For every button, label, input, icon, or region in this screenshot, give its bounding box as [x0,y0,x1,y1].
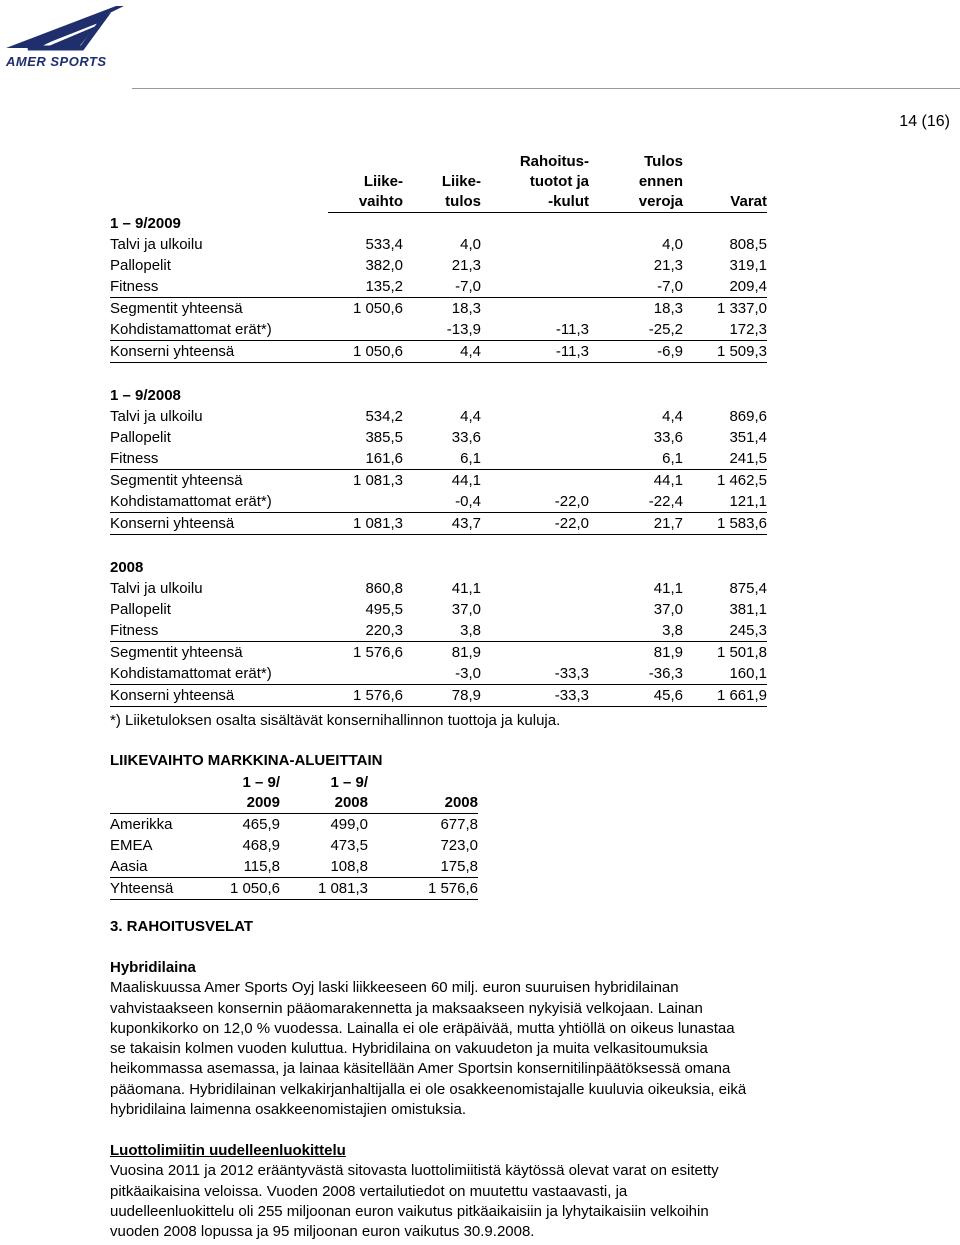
value-cell: 21,3 [653,257,683,274]
value-cell: 220,3 [365,622,403,639]
value-cell: -22,0 [481,513,589,535]
value-cell: 78,9 [403,685,481,707]
value-cell: 108,8 [330,858,368,875]
table-row [110,319,767,341]
value-cell [328,319,403,341]
table-row [110,620,767,642]
table-row [110,685,767,707]
column-header-line: 2009 [246,794,280,811]
logo-text: AMER SPORTS [6,54,107,69]
segment-footnote: *) Liiketuloksen osalta sisältävät konsernihallinnon tuottoja ja kuluja. [110,712,561,729]
section-title: 3. RAHOITUSVELAT [110,918,254,935]
section-title-row [110,385,767,406]
row-label: Segmentit yhteensä [110,470,328,492]
value-cell: -33,3 [481,685,589,707]
value-cell [481,276,589,298]
table-row [110,276,767,298]
column-header-line: 1 – 9/ [330,774,368,791]
value-cell: -13,9 [446,321,481,338]
row-label: Amerikka [110,816,173,833]
reclass-heading: Luottolimiitin uudelleenluokittelu [110,1142,346,1159]
reclass-block [110,1141,850,1242]
value-cell: 4,4 [460,408,481,425]
header-blank [110,773,196,814]
value-cell: 677,8 [440,816,478,833]
value-cell: 1 576,6 [328,642,403,664]
hybrid-heading: Hybridilaina [110,959,196,976]
value-cell: 1 509,3 [683,341,767,363]
value-cell: 385,5 [365,429,403,446]
value-cell: 1 050,6 [328,341,403,363]
value-cell: 808,5 [729,236,767,253]
paragraph-line: pitkäaikaisina veloissa. Vuoden 2008 vertailutiedot on muutettu vastaavasti, ja [110,1182,628,1200]
value-cell: 533,4 [365,236,403,253]
value-cell: 1 462,5 [683,470,767,492]
value-cell: 1 050,6 [196,878,280,900]
value-cell: -22,0 [554,493,589,510]
value-cell: 4,4 [403,341,481,363]
spacer-row [110,535,767,558]
column-header [196,773,280,814]
table-row [110,255,767,276]
column-header [280,773,368,814]
value-cell: 1 081,3 [280,878,368,900]
value-cell: 495,5 [365,601,403,618]
column-header [683,150,767,213]
value-cell: 245,3 [729,622,767,639]
table-row [110,341,767,363]
table-row [110,448,767,470]
table-row [110,513,767,535]
column-header-line: ennen [638,173,683,190]
row-label: Talvi ja ulkoilu [110,236,203,253]
table-row [110,406,767,427]
logo-mark-icon [4,4,129,54]
value-cell: -22,4 [648,493,683,510]
table-row [110,578,767,599]
value-cell [328,491,403,513]
value-cell [481,298,589,320]
value-cell: 1 050,6 [328,298,403,320]
value-cell: 21,3 [451,257,481,274]
column-header [481,150,589,213]
value-cell: 4,0 [460,236,481,253]
value-cell: 1 576,6 [328,685,403,707]
paragraph-line: pääomana. Hybridilainan velkakirjanhaltijalla ei ole osakkeenomistajalle kuuluvia oikeuksia, eikä [110,1080,747,1098]
row-label: Segmentit yhteensä [110,298,328,320]
value-cell: 1 081,3 [328,470,403,492]
table-row [110,663,767,685]
row-label: Pallopelit [110,429,171,446]
value-cell: 6,1 [460,450,481,467]
value-cell: 161,6 [365,450,403,467]
value-cell: 4,0 [662,236,683,253]
row-label: Fitness [110,622,159,639]
value-cell [481,620,589,642]
row-label: Konserni yhteensä [110,685,328,707]
paragraph-line: Maaliskuussa Amer Sports Oyj laski liikkeeseen 60 milj. euron suuruisen hybridilainan [110,979,679,997]
value-cell: 21,7 [589,513,683,535]
value-cell: 18,3 [589,298,683,320]
section3-title-block [110,917,850,937]
column-header-line: tuotot ja [529,173,589,190]
value-cell: 382,0 [365,257,403,274]
value-cell: 115,8 [243,858,280,875]
row-label: EMEA [110,837,153,854]
value-cell: 1 501,8 [683,642,767,664]
value-cell: -33,3 [554,665,589,682]
column-header-line: 2008 [444,794,478,811]
value-cell: -25,2 [648,321,683,338]
value-cell: 44,1 [403,470,481,492]
hybrid-block [110,958,850,1120]
column-header-line: Liike- [363,173,403,190]
column-header-line: Varat [730,193,767,210]
column-header-line [368,773,478,793]
value-cell: 209,4 [729,278,767,295]
value-cell: 121,1 [729,493,767,510]
value-cell [481,427,589,448]
value-cell: 37,0 [653,601,683,618]
column-header [328,150,403,213]
value-cell [481,599,589,620]
section-title-row [110,557,767,578]
table-row [110,599,767,620]
spacer-cell [110,535,767,558]
value-cell: 81,9 [589,642,683,664]
row-label: Talvi ja ulkoilu [110,580,203,597]
column-header-line: 2008 [334,794,368,811]
table-row [110,427,767,448]
row-label: Konserni yhteensä [110,341,328,363]
row-label: Fitness [110,450,159,467]
value-cell: 1 081,3 [328,513,403,535]
segment-header-row [110,150,767,213]
value-cell [481,406,589,427]
value-cell: -11,3 [555,321,589,338]
column-header-line: -kulut [548,193,589,210]
column-header-line: vaihto [358,193,403,210]
value-cell: 869,6 [729,408,767,425]
market-table-title: LIIKEVAIHTO MARKKINA-ALUEITTAIN [110,752,383,769]
value-cell: 875,4 [729,580,767,597]
value-cell: 175,8 [440,858,478,875]
row-label: Pallopelit [110,257,171,274]
value-cell: -6,9 [589,341,683,363]
table-row [110,856,478,878]
paragraph-line: uudelleenluokittelu oli 255 miljoonan euron vaikutus pitkäaikaisiin ja lyhytaikaisiin velkoihin [110,1202,709,1220]
paragraph-line: vuoden 2008 lopussa ja 95 miljoonan euron vaikutus 30.9.2008. [110,1223,535,1241]
value-cell: 6,1 [662,450,683,467]
row-label: Kohdistamattomat erät*) [110,665,272,682]
value-cell: -0,4 [455,493,481,510]
value-cell: 172,3 [729,321,767,338]
column-header [403,150,481,213]
value-cell [481,448,589,470]
table-row [110,491,767,513]
paragraph-line: heikommassa asemassa, ja lainaa käsitellään Amer Sportsin konsernitilinpäätöksessä omana [110,1060,731,1078]
paragraph-line: Vuosina 2011 ja 2012 erääntyvästä sitovasta luottolimiitistä käytössä olevat varat on esitetty [110,1162,719,1180]
value-cell: 4,4 [662,408,683,425]
column-header-line: tulos [445,193,481,210]
column-header-line: veroja [638,193,683,210]
column-header-line: Tulos [644,153,683,170]
section-title: 2008 [110,559,144,576]
value-cell: 33,6 [451,429,481,446]
table-row [110,234,767,255]
paragraph-line: vahvistaakseen konsernin pääomarakennetta ja maksaakseen nykyisiä velkojaan. Lainan [110,999,703,1017]
segment-table [110,150,767,707]
header-blank [110,150,328,213]
column-header [589,150,683,213]
value-cell [481,642,589,664]
column-header-line: 1 – 9/ [242,774,280,791]
spacer-cell [110,363,767,386]
value-cell: -36,3 [648,665,683,682]
row-label: Fitness [110,278,159,295]
value-cell: 319,1 [729,257,767,274]
spacer-row [110,363,767,386]
paragraph-line: kuponkikorko on 12,0 % vuodessa. Lainalla ei ole eräpäivää, mutta yhtiöllä on oikeus lunastaa [110,1019,735,1037]
value-cell: 860,8 [365,580,403,597]
column-header [368,773,478,814]
row-label: Yhteensä [110,878,196,900]
table-row [110,298,767,320]
value-cell: 160,1 [729,665,767,682]
value-cell: 41,1 [653,580,683,597]
value-cell: 351,4 [729,429,767,446]
value-cell: 18,3 [403,298,481,320]
value-cell: -7,0 [455,278,481,295]
value-cell: 43,7 [403,513,481,535]
column-header-line: Liike- [441,173,481,190]
table-row [110,642,767,664]
table-row [110,878,478,900]
value-cell: 45,6 [589,685,683,707]
value-cell: 468,9 [242,837,280,854]
value-cell: 1 576,6 [368,878,478,900]
value-cell: 499,0 [330,816,368,833]
value-cell [481,470,589,492]
value-cell: 473,5 [330,837,368,854]
column-header-line: Rahoitus- [519,153,589,170]
section-title: 1 – 9/2009 [110,215,181,232]
row-label: Segmentit yhteensä [110,642,328,664]
page-number: 14 (16) [899,113,950,130]
value-cell: 81,9 [403,642,481,664]
table-row [110,814,478,836]
table-row [110,835,478,856]
amer-sports-logo [4,4,129,70]
value-cell: 3,8 [460,622,481,639]
value-cell: 37,0 [451,601,481,618]
value-cell: 465,9 [242,816,280,833]
header-rule [132,88,960,89]
table-row [110,470,767,492]
value-cell: 33,6 [653,429,683,446]
value-cell: 3,8 [662,622,683,639]
value-cell [481,578,589,599]
value-cell: 723,0 [440,837,478,854]
value-cell: -11,3 [481,341,589,363]
paragraph-line: hybridilaina laimenna osakkeenomistajien omistuksia. [110,1101,467,1119]
row-label: Konserni yhteensä [110,513,328,535]
value-cell [481,234,589,255]
value-cell: 241,5 [729,450,767,467]
value-cell: -7,0 [657,278,683,295]
value-cell: 1 337,0 [683,298,767,320]
value-cell: 534,2 [365,408,403,425]
row-label: Kohdistamattomat erät*) [110,493,272,510]
value-cell: 135,2 [365,278,403,295]
row-label: Aasia [110,858,148,875]
value-cell: 1 661,9 [683,685,767,707]
row-label: Kohdistamattomat erät*) [110,321,272,338]
row-label: Talvi ja ulkoilu [110,408,203,425]
section-title: 1 – 9/2008 [110,387,181,404]
value-cell: 44,1 [589,470,683,492]
market-header-row [110,773,478,814]
value-cell: 41,1 [451,580,481,597]
value-cell: 1 583,6 [683,513,767,535]
market-table [110,773,478,900]
paragraph-line: se takaisin kolmen vuoden kuluttua. Hybridilaina on vakuudeton ja muita velkasitoumuksia [110,1040,708,1058]
value-cell: 381,1 [729,601,767,618]
section-title-row [110,213,767,235]
value-cell [328,663,403,685]
row-label: Pallopelit [110,601,171,618]
value-cell [481,255,589,276]
value-cell: -3,0 [455,665,481,682]
